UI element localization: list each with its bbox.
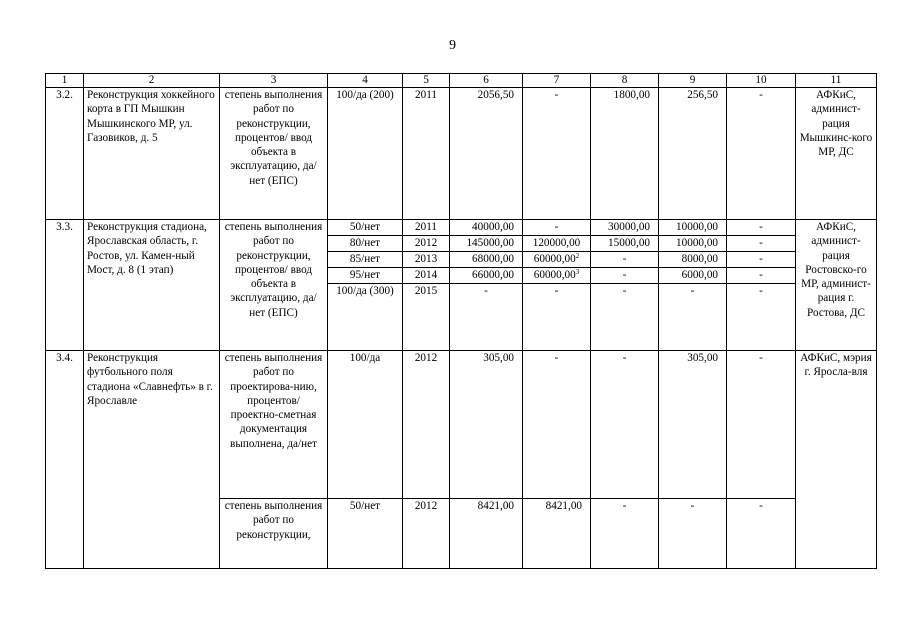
header-cell: 6 <box>450 74 523 88</box>
federal-amount: - <box>523 284 591 351</box>
regional-amount: 15000,00 <box>591 236 659 252</box>
local-amount: - <box>659 499 727 569</box>
local-amount: 10000,00 <box>659 220 727 236</box>
header-cell: 7 <box>523 74 591 88</box>
object-name: Реконструкция стадиона, Ярославская область, г. Ростов, ул. Камен-ный Мост, д. 8 (1 этап) <box>84 220 220 351</box>
year: 2012 <box>403 351 450 499</box>
year: 2015 <box>403 284 450 351</box>
executor: АФКиС, админист-рация Мышкинс-кого МР, ДС <box>796 88 877 220</box>
federal-amount: - <box>523 88 591 220</box>
header-cell: 5 <box>403 74 450 88</box>
indicator: степень выполнения работ по реконструкции, процентов/ ввод объекта в эксплуатацию, да/нет (ЕПС) <box>220 88 328 220</box>
table-row <box>46 220 877 236</box>
item-number: 3.3. <box>46 220 84 351</box>
header-cell: 10 <box>727 74 796 88</box>
footnote-mark: 2 <box>575 252 580 260</box>
indicator-value: 95/нет <box>328 268 403 284</box>
total-amount: 66000,00 <box>450 268 523 284</box>
other-amount: - <box>727 88 796 220</box>
federal-amount-value: 60000,00 <box>533 269 576 281</box>
local-amount: 10000,00 <box>659 236 727 252</box>
total-amount: - <box>450 284 523 351</box>
federal-amount: - <box>523 220 591 236</box>
other-amount: - <box>727 220 796 236</box>
local-amount: 8000,00 <box>659 252 727 268</box>
object-name: Реконструкция футбольного поля стадиона «Славнефть» в г. Ярославле <box>84 351 220 569</box>
indicator: степень выполнения работ по реконструкции, <box>220 499 328 569</box>
indicator-value: 100/да (300) <box>328 284 403 351</box>
indicator-value: 80/нет <box>328 236 403 252</box>
other-amount: - <box>727 252 796 268</box>
indicator-value: 50/нет <box>328 220 403 236</box>
regional-amount: 30000,00 <box>591 220 659 236</box>
object-name: Реконструкция хоккейного корта в ГП Мышкин Мышкинского МР, ул. Газовиков, д. 5 <box>84 88 220 220</box>
total-amount: 68000,00 <box>450 252 523 268</box>
year: 2012 <box>403 236 450 252</box>
local-amount: 305,00 <box>659 351 727 499</box>
total-amount: 305,00 <box>450 351 523 499</box>
year: 2011 <box>403 88 450 220</box>
regional-amount: - <box>591 268 659 284</box>
executor: АФКиС, админист-рация Ростовско-го МР, админист-рация г. Ростова, ДС <box>796 220 877 351</box>
indicator: степень выполнения работ по проектирова-нию, процентов/ проектно-сметная документация выполнена, да/нет <box>220 351 328 499</box>
federal-amount: - <box>523 351 591 499</box>
other-amount: - <box>727 499 796 569</box>
indicator-value: 50/нет <box>328 499 403 569</box>
header-cell: 9 <box>659 74 727 88</box>
table-row <box>46 351 877 499</box>
federal-amount: 8421,00 <box>523 499 591 569</box>
other-amount: - <box>727 351 796 499</box>
footnote-mark: 3 <box>575 268 580 276</box>
federal-amount <box>523 268 591 284</box>
local-amount: 6000,00 <box>659 268 727 284</box>
other-amount: - <box>727 236 796 252</box>
regional-amount: 1800,00 <box>591 88 659 220</box>
total-amount: 2056,50 <box>450 88 523 220</box>
regional-amount: - <box>591 284 659 351</box>
regional-amount: - <box>591 499 659 569</box>
regional-amount: - <box>591 252 659 268</box>
total-amount: 8421,00 <box>450 499 523 569</box>
table-row <box>46 88 877 220</box>
total-amount: 145000,00 <box>450 236 523 252</box>
item-number: 3.4. <box>46 351 84 569</box>
federal-amount <box>523 252 591 268</box>
page-number: 9 <box>449 38 456 53</box>
header-cell: 1 <box>46 74 84 88</box>
header-cell: 3 <box>220 74 328 88</box>
item-number: 3.2. <box>46 88 84 220</box>
year: 2011 <box>403 220 450 236</box>
regional-amount: - <box>591 351 659 499</box>
indicator-value: 85/нет <box>328 252 403 268</box>
header-cell: 8 <box>591 74 659 88</box>
federal-amount-value: 60000,00 <box>533 253 576 265</box>
total-amount: 40000,00 <box>450 220 523 236</box>
other-amount: - <box>727 284 796 351</box>
executor: АФКиС, мэрия г. Яросла-вля <box>796 351 877 569</box>
local-amount: 256,50 <box>659 88 727 220</box>
year: 2013 <box>403 252 450 268</box>
year: 2012 <box>403 499 450 569</box>
program-table <box>45 73 877 569</box>
indicator: степень выполнения работ по реконструкции, процентов/ ввод объекта в эксплуатацию, да/нет (ЕПС) <box>220 220 328 351</box>
indicator-value: 100/да (200) <box>328 88 403 220</box>
header-cell: 4 <box>328 74 403 88</box>
header-cell: 11 <box>796 74 877 88</box>
indicator-value: 100/да <box>328 351 403 499</box>
year: 2014 <box>403 268 450 284</box>
header-row <box>46 74 877 88</box>
local-amount: - <box>659 284 727 351</box>
federal-amount: 120000,00 <box>523 236 591 252</box>
header-cell: 2 <box>84 74 220 88</box>
other-amount: - <box>727 268 796 284</box>
